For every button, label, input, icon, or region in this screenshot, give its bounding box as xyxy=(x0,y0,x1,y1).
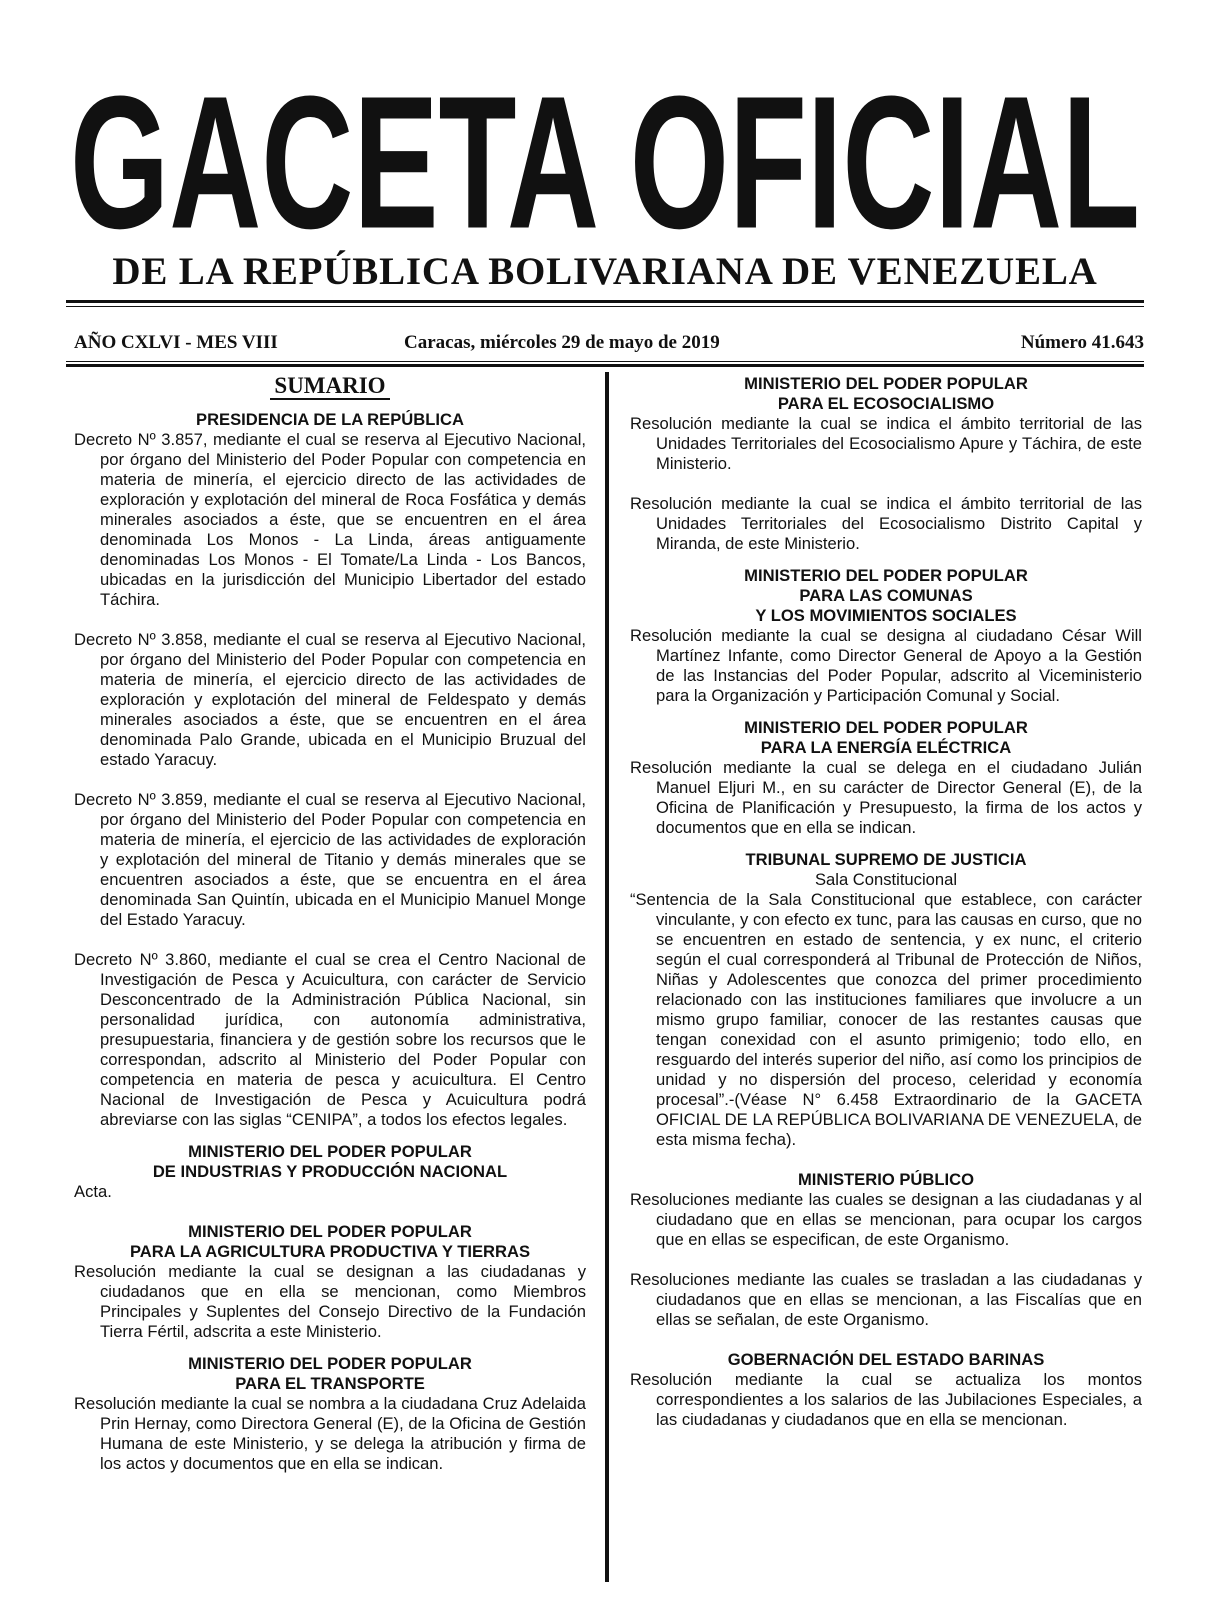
summary-item: Resoluciones mediante las cuales se designan a las ciudadanas y al ciudadano que en ellas se mencionan, para ocupar los cargos que en ellas se especifican, de este Organismo. xyxy=(630,1190,1142,1249)
masthead-title xyxy=(66,70,1144,250)
issue-year-month: AÑO CXLVI - MES VIII xyxy=(74,332,278,353)
bottom-rule xyxy=(66,364,1144,367)
section-heading: TRIBUNAL SUPREMO DE JUSTICIA xyxy=(745,850,1027,869)
issue-place-date: Caracas, miércoles 29 de mayo de 2019 xyxy=(404,332,720,353)
section-heading: MINISTERIO DEL PODER POPULAR DE INDUSTRIAS Y PRODUCCIÓN NACIONAL xyxy=(152,1142,508,1181)
section-heading: MINISTERIO DEL PODER POPULAR PARA EL ECOSOCIALISMO xyxy=(744,374,1028,413)
masthead-title-text: GACETA OFICIAL xyxy=(69,70,1140,250)
column-divider xyxy=(605,372,609,1582)
summary-item: Resolución mediante la cual se nombra a la ciudadana Cruz Adelaida Prin Hernay, como Directora General (E), de la Oficina de Gestión Humana de este Ministerio, y se delega la atribución y firma de los actos y documentos que en ella se indican. xyxy=(74,1394,586,1473)
summary-item: Decreto Nº 3.858, mediante el cual se reserva al Ejecutivo Nacional, por órgano del Ministerio del Poder Popular con competencia en materia de minería, el ejercicio directo de las actividades de exploración y explotación del mineral de Feldespato y demás minerales asociados a éste, que se encuentren en el área denominada Palo Grande, ubicada en el Municipio Bruzual del estado Yaracuy. xyxy=(74,630,586,769)
summary-item: Resoluciones mediante las cuales se trasladan a las ciudadanas y ciudadanos que en ellas se mencionan, a las Fiscalías que en ellas se señalan, de este Organismo. xyxy=(630,1270,1142,1329)
bottom-rule-thin xyxy=(66,361,1144,362)
summary-item: Resolución mediante la cual se delega en el ciudadano Julián Manuel Eljuri M., en su carácter de Director General (E), de la Oficina de Planificación y Presupuesto, la firma de los actos y documentos que en ella se indican. xyxy=(630,758,1142,837)
summary-item: Decreto Nº 3.859, mediante el cual se reserva al Ejecutivo Nacional, por órgano del Ministerio del Poder Popular con competencia en materia de minería, el ejercicio de las actividades de exploración y explotación del mineral de Titanio y demás minerales que se encuentren asociados a éste, que se encuentra en el área denominada San Quintín, ubicada en el Municipio Manuel Monge del Estado Yaracuy. xyxy=(74,790,586,929)
section-heading: PRESIDENCIA DE LA REPÚBLICA xyxy=(196,410,464,429)
section-heading: MINISTERIO DEL PODER POPULAR PARA LAS COMUNAS Y LOS MOVIMIENTOS SOCIALES xyxy=(744,566,1028,625)
summary-item: Decreto Nº 3.860, mediante el cual se crea el Centro Nacional de Investigación de Pesca y Acuicultura, con carácter de Servicio Desconcentrado de la Administración Pública Nacional, sin personalidad jurídica, con autonomía administrativa, presupuestaria, financiera y de gestión sobre los recursos que le correspondan, adscrito al Ministerio del Poder Popular con competencia en materia de pesca y acuicultura. El Centro Nacional de Investigación de Pesca y Acuicultura podrá abreviarse con las siglas “CENIPA”, a todos los efectos legales. xyxy=(74,950,586,1129)
section-subheading: Sala Constitucional xyxy=(814,870,958,889)
summary-left-column xyxy=(74,372,586,1494)
summary-heading: SUMARIO xyxy=(74,372,586,400)
section-heading: MINISTERIO DEL PODER POPULAR PARA LA AGRICULTURA PRODUCTIVA Y TIERRAS xyxy=(129,1222,531,1261)
summary-item: Resolución mediante la cual se designa al ciudadano César Will Martínez Infante, como Director General de Apoyo a la Gestión de las Instancias del Poder Popular, adscrito al Viceministerio para la Organización y Participación Comunal y Social. xyxy=(630,626,1142,705)
section-heading: MINISTERIO DEL PODER POPULAR PARA EL TRANSPORTE xyxy=(188,1354,472,1393)
summary-item: “Sentencia de la Sala Constitucional que establece, con carácter vinculante, y con efecto ex tunc, para las causas en curso, que no se encuentren en estado de sentencia, y ex nunc, el criterio según el cual corresponderá al Tribunal de Protección de Niños, Niñas y Adolescentes que conozca del primer procedimiento relacionado con las instituciones familiares que involucre a un mismo grupo familiar, conocer de las restantes causas que tengan conexidad con el asunto primigenio; todo ello, en resguardo del interés superior del niño, así como los principios de unidad y no dispersión del proceso, celeridad y economía procesal”.-(Véase N° 6.458 Extraordinario de la GACETA OFICIAL DE LA REPÚBLICA BOLIVARIANA DE VENEZUELA, de esta misma fecha). xyxy=(630,890,1142,1149)
summary-item: Resolución mediante la cual se indica el ámbito territorial de las Unidades Territoriales del Ecosocialismo Apure y Táchira, de este Ministerio. xyxy=(630,414,1142,473)
dateline xyxy=(74,332,1144,358)
summary-item: Decreto Nº 3.857, mediante el cual se reserva al Ejecutivo Nacional, por órgano del Ministerio del Poder Popular con competencia en materia de minería, el ejercicio directo de las actividades de exploración y explotación del mineral de Roca Fosfática y demás minerales asociados a éste, que se encuentren en el área denominada Los Monos - La Linda, áreas antiguamente denominadas Los Monos - El Tomate/La Linda - Los Bancos, ubicadas en la jurisdicción del Municipio Libertador del estado Táchira. xyxy=(74,430,586,609)
summary-item: Resolución mediante la cual se designan a las ciudadanas y ciudadanos que en ella se mencionan, como Miembros Principales y Suplentes del Consejo Directivo de la Fundación Tierra Fértil, adscrita a este Ministerio. xyxy=(74,1262,586,1341)
issue-number: Número 41.643 xyxy=(1020,332,1144,353)
summary-item: Resolución mediante la cual se indica el ámbito territorial de las Unidades Territoriales del Ecosocialismo Distrito Capital y Miranda, de este Ministerio. xyxy=(630,494,1142,553)
top-rule-thin xyxy=(66,306,1144,307)
summary-item: Resolución mediante la cual se actualiza los montos correspondientes a los salarios de las Jubilaciones Especiales, a las ciudadanas y ciudadanos que en ella se mencionan. xyxy=(630,1370,1142,1429)
section-heading: MINISTERIO DEL PODER POPULAR PARA LA ENERGÍA ELÉCTRICA xyxy=(744,718,1028,757)
section-heading: MINISTERIO PÚBLICO xyxy=(797,1170,975,1189)
section-heading: GOBERNACIÓN DEL ESTADO BARINAS xyxy=(727,1350,1045,1369)
summary-right-column xyxy=(630,372,1142,1450)
top-rule xyxy=(66,300,1144,303)
masthead-subtitle: DE LA REPÚBLICA BOLIVARIANA DE VENEZUELA xyxy=(112,250,1098,293)
summary-item: Acta. xyxy=(74,1182,112,1201)
